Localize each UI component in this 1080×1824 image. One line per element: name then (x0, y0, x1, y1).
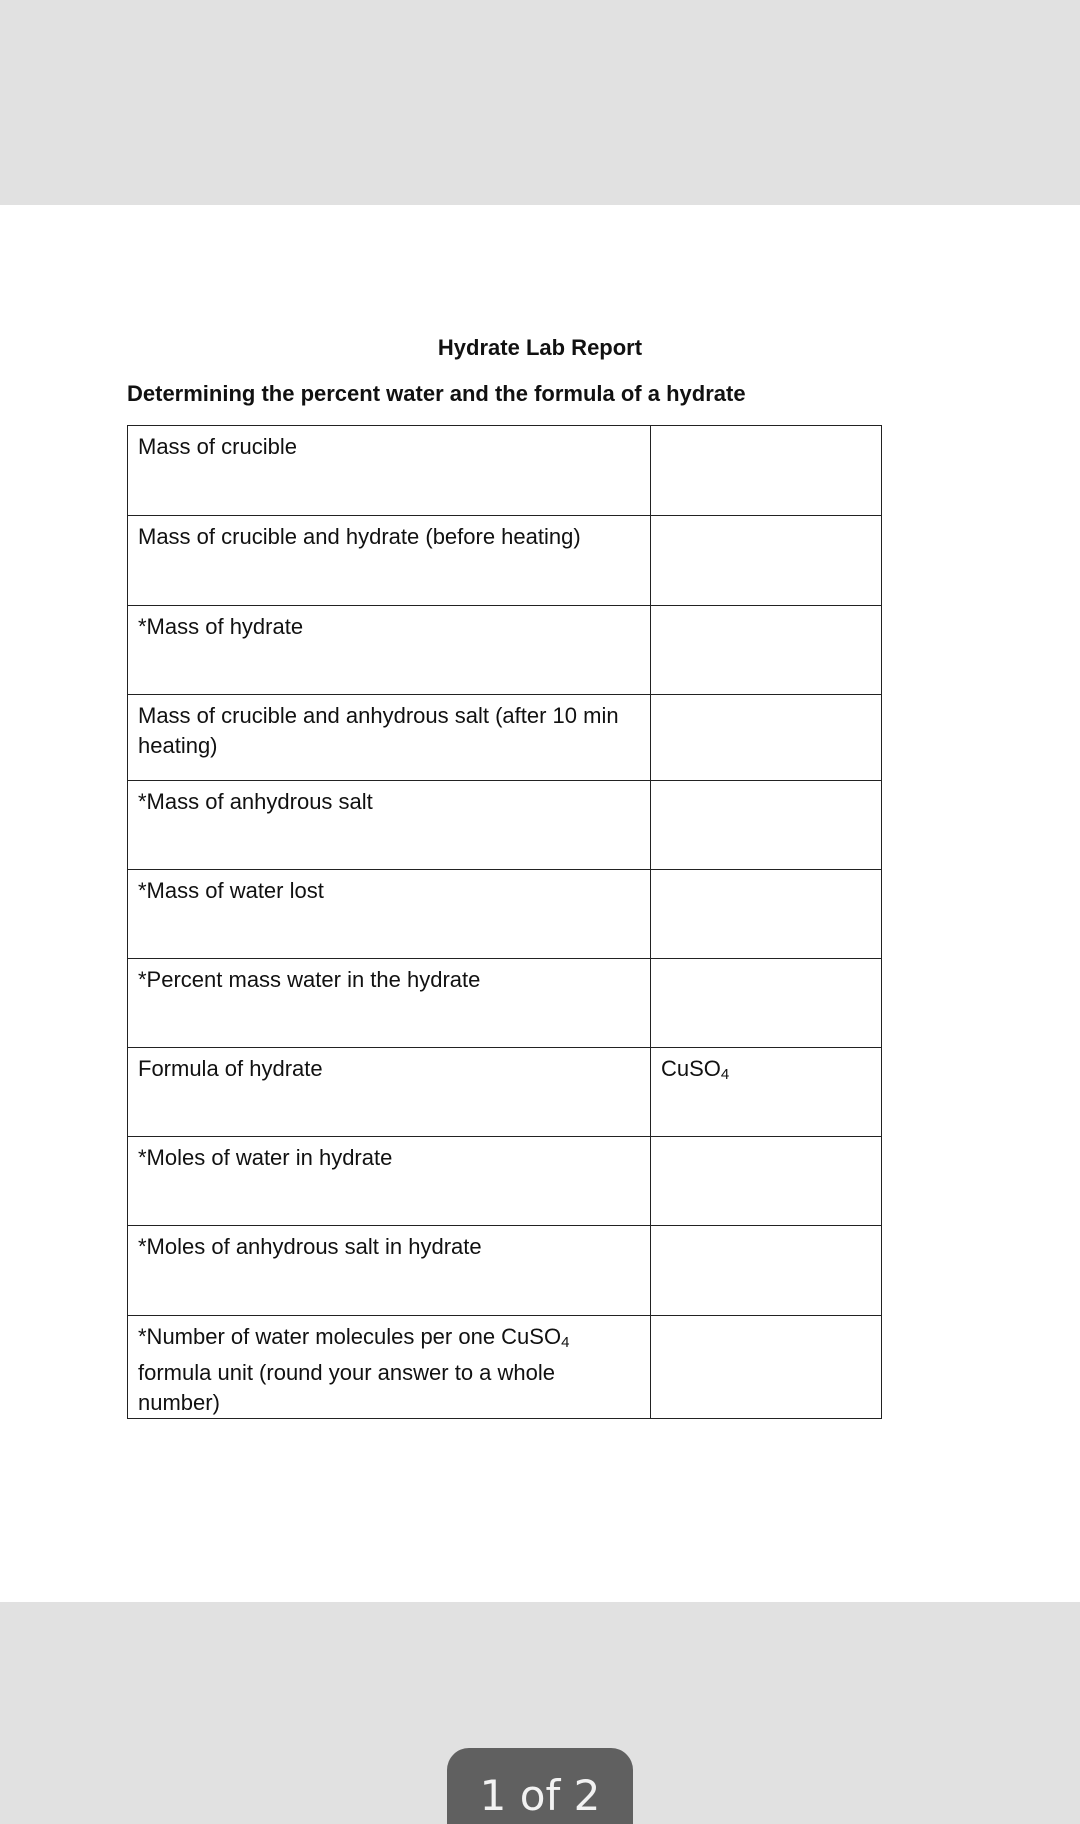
row-label: *Percent mass water in the hydrate (128, 959, 651, 1048)
row-value (651, 606, 882, 695)
formula-main: CuSO (661, 1056, 721, 1081)
row-value (651, 959, 882, 1048)
table-row (128, 1137, 882, 1226)
row-label: Mass of crucible (128, 426, 651, 516)
row-value (651, 426, 882, 516)
row-label: *Mass of water lost (128, 870, 651, 959)
table-row (128, 959, 882, 1048)
table-row (128, 426, 882, 516)
table-row (128, 606, 882, 695)
row-label: *Moles of water in hydrate (128, 1137, 651, 1226)
page-indicator: 1 of 2 (447, 1748, 633, 1824)
table-row (128, 1316, 882, 1419)
formula-value (651, 1048, 882, 1137)
row-label: *Mass of anhydrous salt (128, 781, 651, 870)
row-value (651, 1226, 882, 1316)
row-value (651, 781, 882, 870)
row-label: *Mass of hydrate (128, 606, 651, 695)
row-value (651, 1316, 882, 1419)
row-label: Mass of crucible and hydrate (before heating) (128, 516, 651, 606)
row-label (128, 1316, 651, 1419)
formula-subscript: 4 (720, 1066, 730, 1083)
table-row (128, 870, 882, 959)
document-subtitle: Determining the percent water and the formula of a hydrate (127, 381, 746, 406)
table-row (128, 695, 882, 781)
row-label: Formula of hydrate (128, 1048, 651, 1137)
row-value (651, 870, 882, 959)
table-row (128, 1048, 882, 1137)
lab-data-table (127, 425, 882, 1419)
table-row (128, 516, 882, 606)
document-title: Hydrate Lab Report (437, 335, 643, 360)
label-text: *Number of water molecules per one CuSO (138, 1324, 562, 1349)
row-label: Mass of crucible and anhydrous salt (after 10 min heating) (128, 695, 651, 781)
table-row (128, 781, 882, 870)
label-text: formula unit (round your answer to a whole number) (138, 1360, 555, 1415)
row-value (651, 695, 882, 781)
row-value (651, 1137, 882, 1226)
label-subscript: 4 (561, 1334, 570, 1351)
table-row (128, 1226, 882, 1316)
row-label: *Moles of anhydrous salt in hydrate (128, 1226, 651, 1316)
row-value (651, 516, 882, 606)
document-page (0, 205, 1080, 1602)
